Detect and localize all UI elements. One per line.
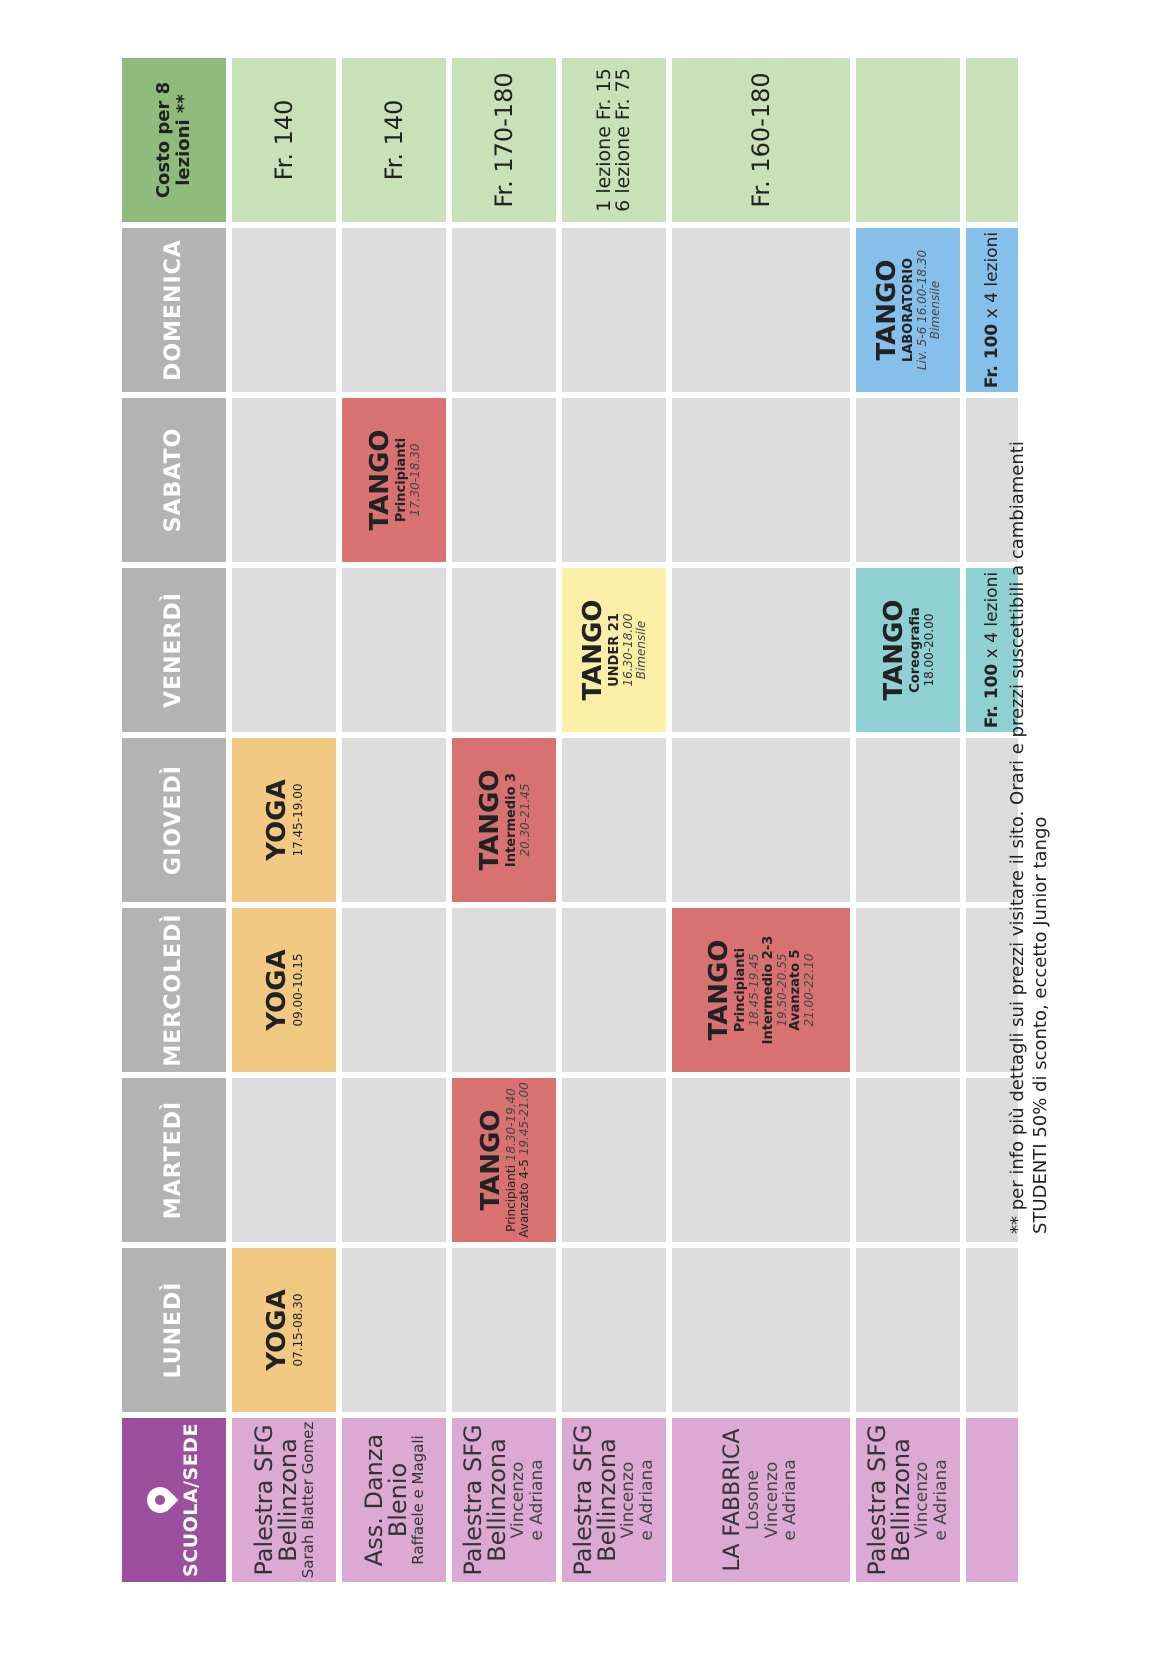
empty-cell	[672, 228, 850, 392]
empty-cell	[342, 1248, 446, 1412]
location-pin-icon	[141, 1482, 178, 1519]
empty-cell	[232, 398, 336, 562]
venue-row-6: Palestra SFG Bellinzona Vincenzo e Adriana	[856, 1418, 960, 1582]
empty-cell	[856, 908, 960, 1072]
header-lunedi: LUNEDÌ	[122, 1248, 226, 1412]
empty-cell	[672, 1248, 850, 1412]
class-tango-giovedi: TANGO Intermedio 3 20.30-21.45	[452, 738, 556, 902]
class-tango-under21-venerdi: TANGO UNDER 21 16.30-18.00 Bimensile	[562, 568, 666, 732]
venue-row-3: Palestra SFG Bellinzona Vincenzo e Adriana	[452, 1418, 556, 1582]
class-tango-laboratorio-domenica: TANGO LABORATORIO Liv. 5-6 16.00-18.30 Bimensile	[856, 228, 960, 392]
cost-row-2: Fr. 140	[342, 58, 446, 222]
empty-cell	[232, 1078, 336, 1242]
empty-cell	[452, 1248, 556, 1412]
class-yoga-mercoledi: YOGA 09.00-10.15	[232, 908, 336, 1072]
empty-cell	[342, 1078, 446, 1242]
cost-row-7	[966, 58, 1018, 222]
schedule-rotated	[122, 62, 1052, 1582]
empty-cell	[342, 228, 446, 392]
empty-cell	[452, 228, 556, 392]
class-yoga-giovedi: YOGA 17.45-19.00	[232, 738, 336, 902]
empty-cell	[562, 228, 666, 392]
price-domenica: Fr. 100 x 4 lezioni	[966, 228, 1018, 392]
empty-cell	[562, 1248, 666, 1412]
header-domenica: DOMENICA	[122, 228, 226, 392]
header-sabato: SABATO	[122, 398, 226, 562]
class-tango-martedi: TANGO Principianti 18.30-19.40 Avanzato 4-5 19.45-21.00	[452, 1078, 556, 1242]
header-mercoledi: MERCOLEDÌ	[122, 908, 226, 1072]
empty-cell	[856, 1248, 960, 1412]
empty-cell	[856, 398, 960, 562]
empty-cell	[966, 1248, 1018, 1412]
empty-cell	[562, 908, 666, 1072]
footer-line-1: ** per info più dettagli sui prezzi visitare il sito. Orari e prezzi suscettibili a cambiamenti	[1007, 441, 1028, 1234]
price-venerdi: Fr. 100 x 4 lezioni	[966, 568, 1018, 732]
venue-row-5: LA FABBRICA Losone Vincenzo e Adriana	[672, 1418, 850, 1582]
empty-cell	[232, 568, 336, 732]
footer-line-2: STUDENTI 50% di sconto, eccetto Junior tango	[1030, 816, 1052, 1234]
cost-row-4: 1 lezione Fr. 15 6 lezione Fr. 75	[562, 58, 666, 222]
empty-cell	[452, 568, 556, 732]
empty-cell	[342, 568, 446, 732]
empty-cell	[672, 738, 850, 902]
empty-cell	[232, 228, 336, 392]
header-venue: SCUOLA/SEDE	[122, 1418, 226, 1582]
header-giovedi: GIOVEDÌ	[122, 738, 226, 902]
venue-row-2: Ass. Danza Blenio Raffaele e Magali	[342, 1418, 446, 1582]
class-tango-mercoledi: TANGO Principianti 18.45-19.45 Intermedio 2-3 19.50-20.55 Avanzato 5 21.00-22.10	[672, 908, 850, 1072]
cost-row-6	[856, 58, 960, 222]
cost-row-3: Fr. 170-180	[452, 58, 556, 222]
empty-cell	[452, 398, 556, 562]
empty-cell	[672, 398, 850, 562]
header-cost: Costo per 8 lezioni **	[122, 58, 226, 222]
empty-cell	[562, 1078, 666, 1242]
cost-row-5: Fr. 160-180	[672, 58, 850, 222]
footer-note	[1006, 334, 1053, 1234]
empty-cell	[452, 908, 556, 1072]
empty-cell	[342, 738, 446, 902]
empty-cell	[856, 1078, 960, 1242]
header-venerdi: VENERDÌ	[122, 568, 226, 732]
schedule-table	[122, 58, 1018, 1582]
venue-row-4: Palestra SFG Bellinzona Vincenzo e Adriana	[562, 1418, 666, 1582]
empty-cell	[856, 738, 960, 902]
empty-cell	[562, 398, 666, 562]
venue-row-1: Palestra SFG Bellinzona Sarah Blatter Gomez	[232, 1418, 336, 1582]
class-tango-coreografia-venerdi: TANGO Coreografia 18.00-20.00	[856, 568, 960, 732]
empty-cell	[672, 568, 850, 732]
empty-cell	[342, 908, 446, 1072]
empty-cell	[672, 1078, 850, 1242]
empty-cell	[562, 738, 666, 902]
venue-row-7	[966, 1418, 1018, 1582]
class-tango-sabato: TANGO Principianti 17.30-18.30	[342, 398, 446, 562]
header-martedi: MARTEDÌ	[122, 1078, 226, 1242]
class-yoga-lunedi: YOGA 07.15-08.30	[232, 1248, 336, 1412]
cost-row-1: Fr. 140	[232, 58, 336, 222]
